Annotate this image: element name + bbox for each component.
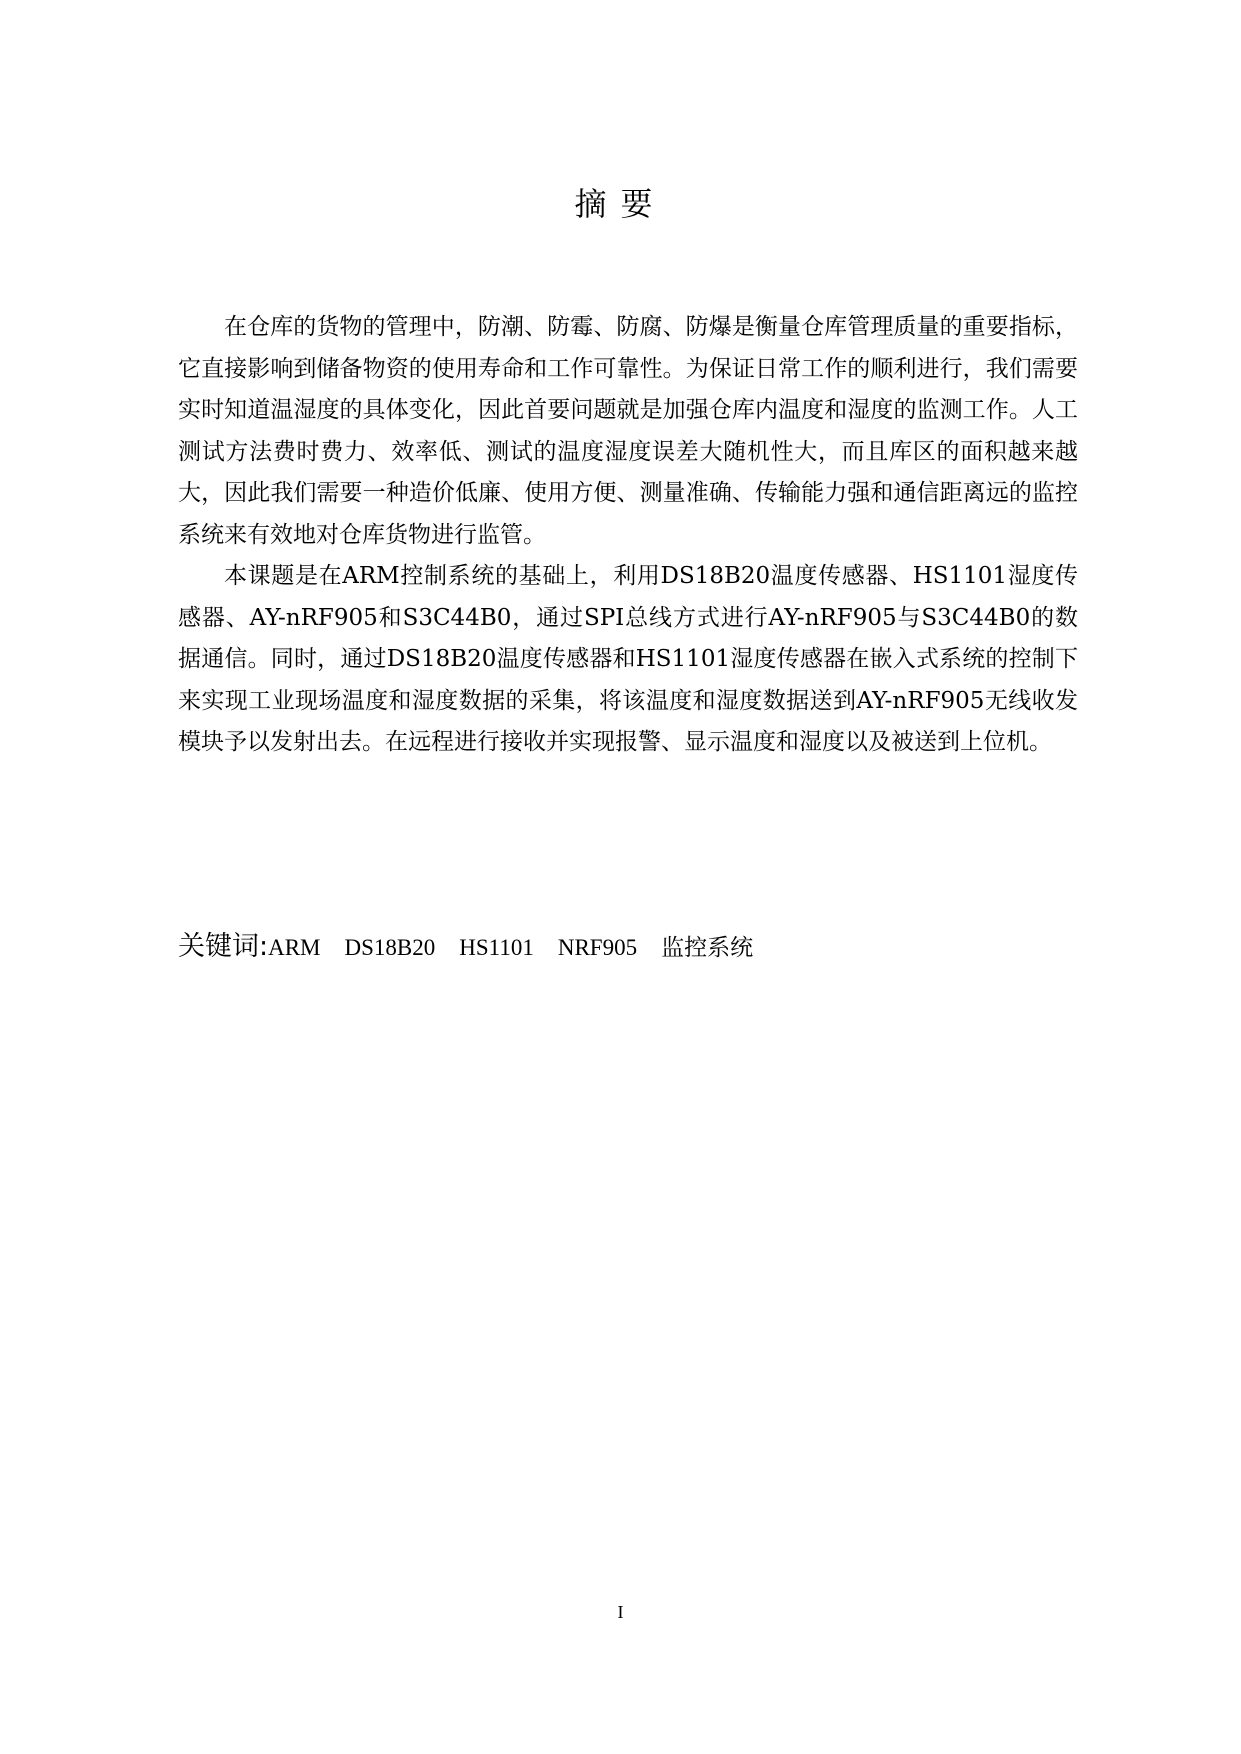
keyword-item: NRF905: [557, 935, 638, 960]
keyword-item: HS1101: [459, 935, 534, 960]
keyword-item: 监控系统: [661, 935, 754, 960]
page-number: I: [617, 1602, 624, 1622]
keywords-line: [178, 927, 1078, 968]
abstract-paragraph-1: 在仓库的货物的管理中，防潮、防霉、防腐、防爆是衡量仓库管理质量的重要指标，它直接影响到储备物资的使用寿命和工作可靠性。为保证日常工作的顺利进行，我们需要实时知道温湿度的具体变化，因此首要问题就是加强仓库内温度和湿度的监测工作。人工测试方法费时费力、效率低、测试的温度湿度误差大随机性大，而且库区的面积越来越大，因此我们需要一种造价低廉、使用方便、测量准确、传输能力强和通信距离远的监控系统来有效地对仓库货物进行监管。: [178, 314, 1078, 548]
keyword-item: DS18B20: [344, 935, 436, 960]
abstract-body: [178, 307, 1078, 764]
page-title: 摘要: [574, 185, 667, 223]
keyword-item: ARM: [268, 935, 321, 960]
keywords-label: 关键词:: [178, 931, 269, 962]
abstract-paragraph-2: 本课题是在ARM控制系统的基础上，利用DS18B20温度传感器、HS1101湿度传感器、AY-nRF905和S3C44B0，通过SPI总线方式进行AY-nRF905与S3C44B0的数据通信。同时，通过DS18B20温度传感器和HS1101湿度传感器在嵌入式系统的控制下来实现工业现场温度和湿度数据的采集，将该温度和湿度数据送到AY-nRF905无线收发模块予以发射出去。在远程进行接收并实现报警、显示温度和湿度以及被送到上位机。: [178, 563, 1078, 755]
